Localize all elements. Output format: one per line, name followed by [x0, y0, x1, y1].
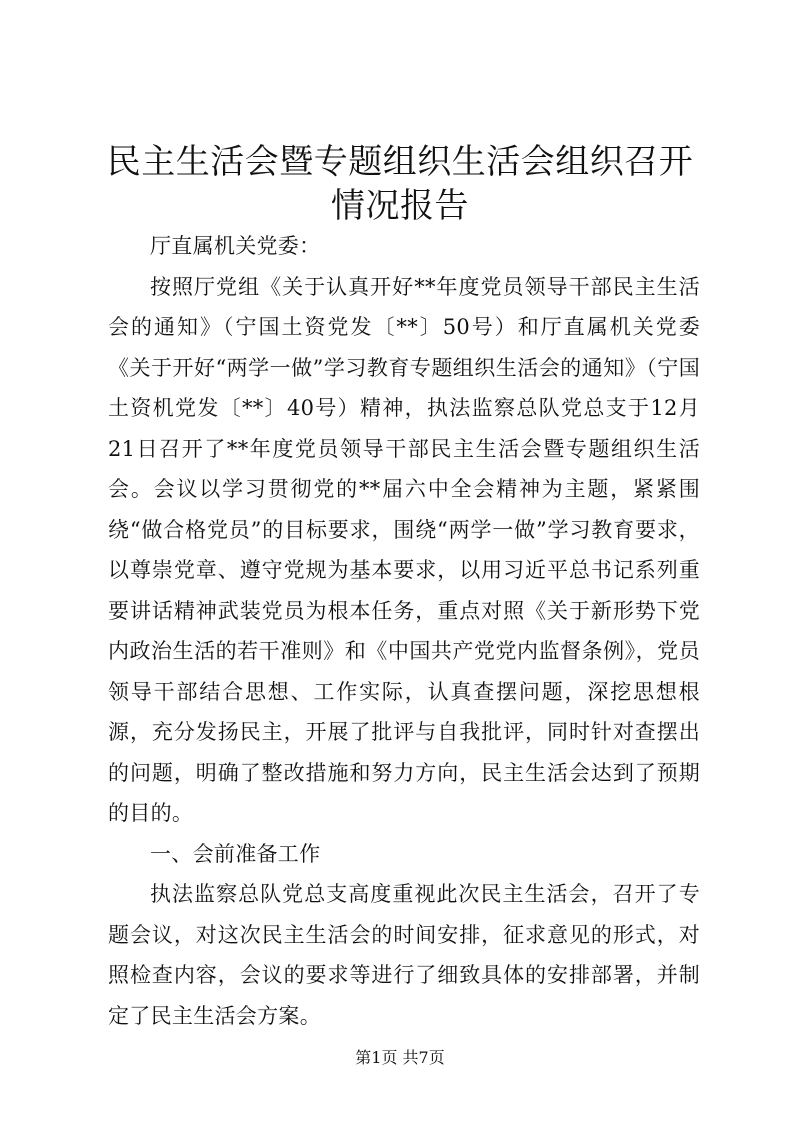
section-heading: 一、会前准备工作 [150, 841, 321, 866]
paragraph-intro: 按照厅党组《关于认真开好**年度党员领导干部民主生活会的通知》（宁国土资党发〔**〕50号）和厅直属机关党委《关于开好“两学一做”学习教育专题组织生活会的通知》（宁国土资机党发〔**〕40号）精神，执法监察总队党总支于12月21日召开了**年度党员领导干部民主生活会暨专题组织生活会。会议以学习贯彻党的**届六中全会精神为主题，紧紧围绕“做合格党员”的目标要求，围绕“两学一做”学习教育要求，以尊崇党章、遵守党规为基本要求，以用习近平总书记系列重要讲话精神武装党员为根本任务，重点对照《关于新形势下党内政治生活的若干准则》和《中国共产党党内监督条例》，党员领导干部结合思想、工作实际，认真查摆问题，深挖思想根源，充分发扬民主，开展了批评与自我批评，同时针对查摆出的问题，明确了整改措施和努力方向，民主生活会达到了预期的目的。 [108, 274, 700, 825]
salutation: 厅直属机关党委： [150, 234, 321, 258]
document-title: 民主生活会暨专题组织生活会组织召开情况报告 [106, 142, 694, 226]
page-footer: 第1页 共7页 [355, 1048, 445, 1067]
document-body [108, 226, 700, 1036]
paragraph-preparation: 执法监察总队党总支高度重视此次民主生活会，召开了专题会议，对这次民主生活会的时间安排，征求意见的形式，对照检查内容，会议的要求等进行了细致具体的安排部署，并制定了民主生活会方案。 [108, 882, 700, 1028]
